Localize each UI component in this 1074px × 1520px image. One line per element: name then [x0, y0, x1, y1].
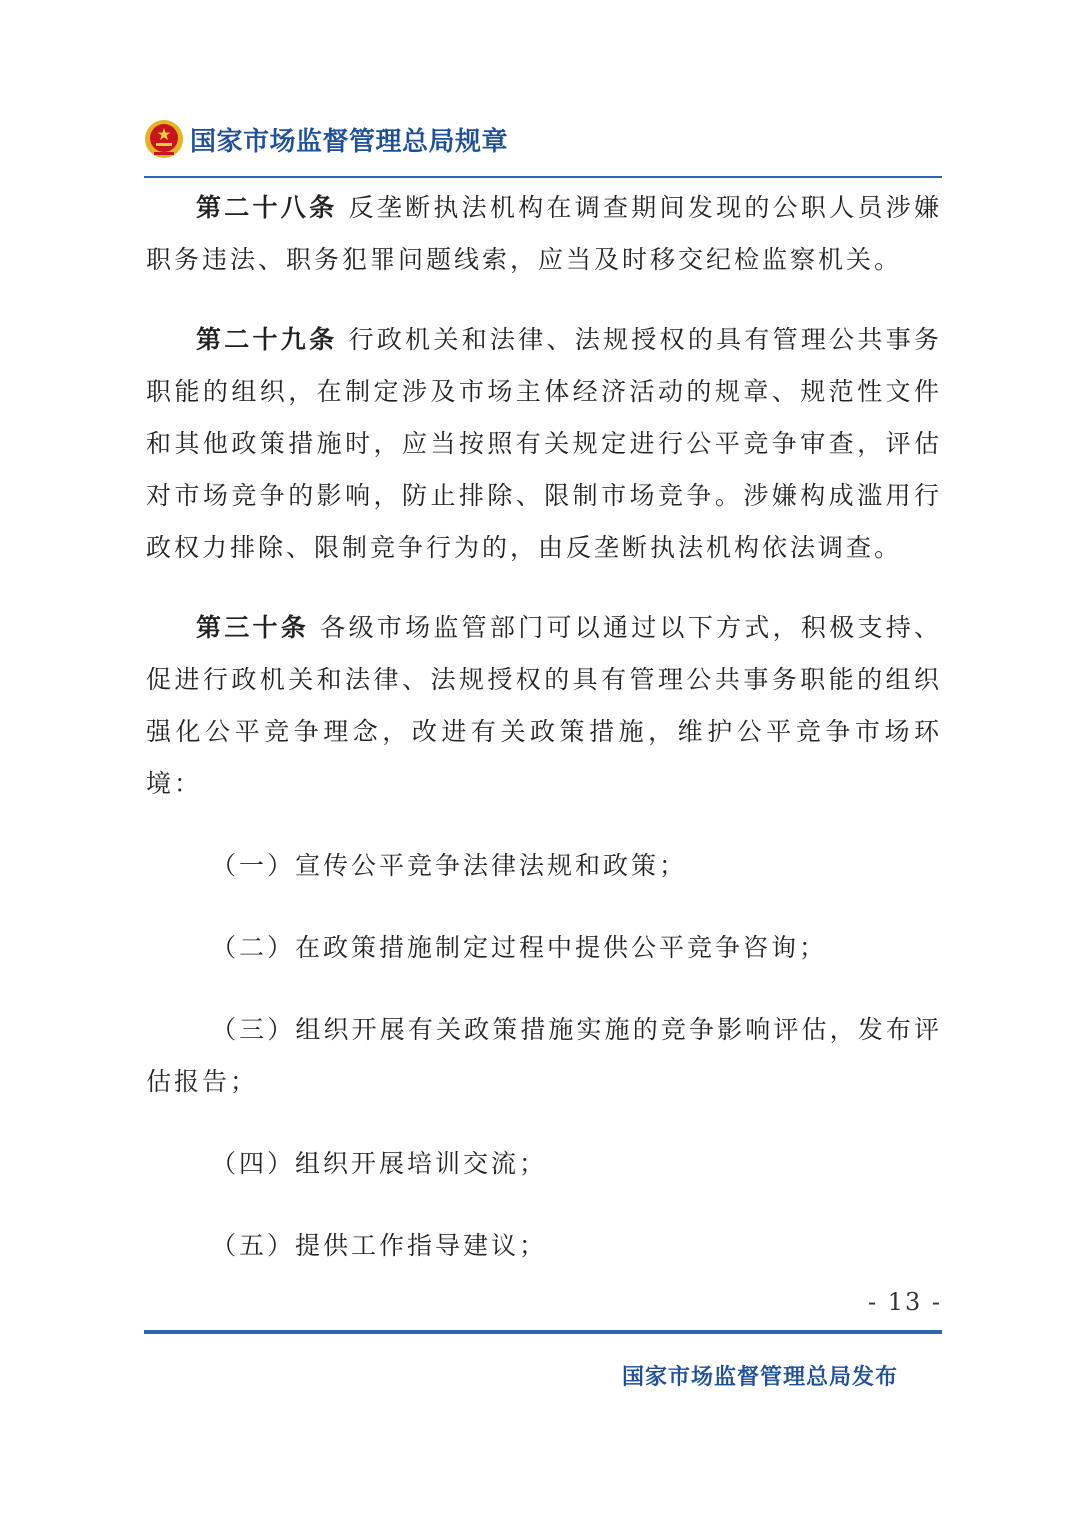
article-text: 反垄断执法机构在调查期间发现的公职人员涉嫌职务违法、职务犯罪问题线索，应当及时移交纪检监察机关。 — [146, 193, 942, 274]
page-header — [144, 116, 508, 162]
article-30 — [146, 602, 942, 810]
article-text: 行政机关和法律、法规授权的具有管理公共事务职能的组织，在制定涉及市场主体经济活动的规章、规范性文件和其他政策措施时，应当按照有关规定进行公平竞争审查，评估对市场竞争的影响，防止排除、限制市场竞争。涉嫌构成滥用行政权力排除、限制竞争行为的，由反垄断执法机构依法调查。 — [146, 325, 942, 562]
national-emblem-icon — [144, 119, 184, 159]
header-divider — [144, 176, 942, 178]
article-text: 各级市场监管部门可以通过以下方式，积极支持、促进行政机关和法律、法规授权的具有管理公共事务职能的组织强化公平竞争理念，改进有关政策措施，维护公平竞争市场环境： — [146, 613, 942, 798]
article-heading: 第三十条 — [196, 613, 310, 642]
page-number: - 13 - — [867, 1288, 942, 1316]
article-28 — [146, 182, 942, 286]
list-item: （一）宣传公平竞争法律法规和政策； — [211, 851, 688, 880]
footer-divider — [144, 1330, 942, 1334]
header-title: 国家市场监督管理总局规章 — [190, 126, 509, 157]
list-item: （四）组织开展培训交流； — [211, 1149, 548, 1178]
article-heading: 第二十八条 — [196, 193, 338, 222]
article-29 — [146, 314, 942, 574]
list-item: （二）在政策措施制定过程中提供公平竞争咨询； — [211, 933, 828, 962]
list-item: （五）提供工作指导建议； — [211, 1231, 548, 1260]
document-body — [146, 182, 942, 1272]
article-heading: 第二十九条 — [196, 325, 338, 354]
list-item: （三）组织开展有关政策措施实施的竞争影响评估，发布评估报告； — [146, 1015, 942, 1096]
footer-publisher: 国家市场监督管理总局发布 — [621, 1365, 898, 1390]
